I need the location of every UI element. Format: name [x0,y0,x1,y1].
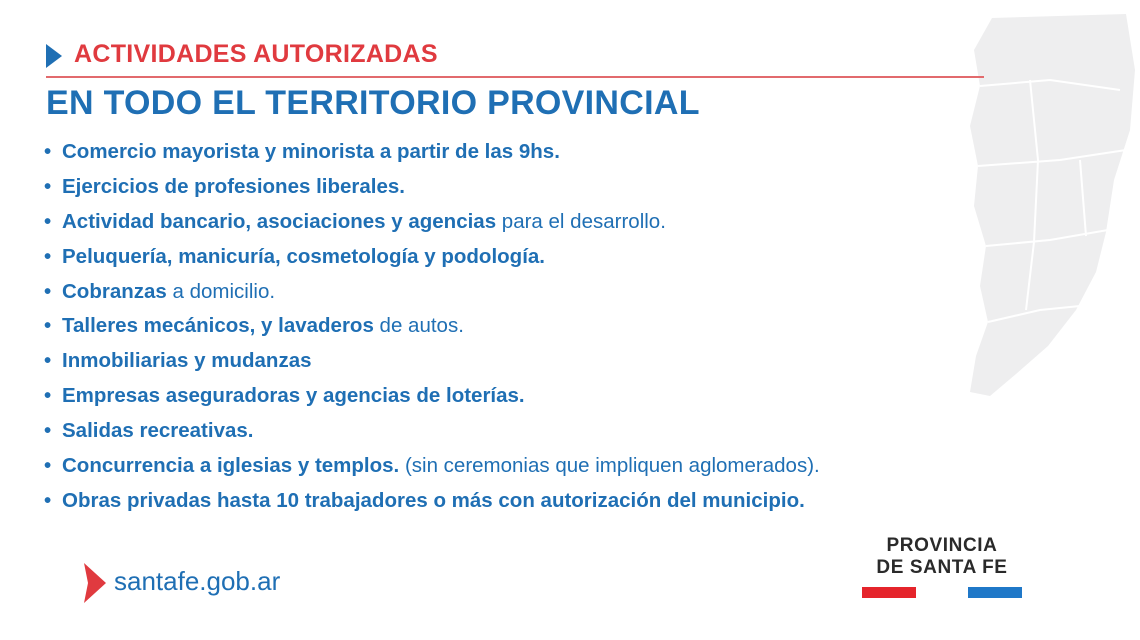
bullet: • [44,174,52,198]
bullet: • [44,140,52,163]
list-item [44,275,820,310]
item-strong: Concurrencia a iglesias y templos. [62,454,400,478]
bullet: • [44,209,52,233]
play-triangle-icon [46,44,62,68]
item-rest: de autos. [373,314,464,338]
item-strong: Cobranzas [62,279,167,303]
item-rest: para el desarrollo. [496,209,666,233]
bullet: • [44,349,52,373]
item-strong: Peluquería, manicuría, cosmetología y podología. [62,244,545,268]
bullet: • [44,314,52,338]
item-rest: (sin ceremonias que impliquen aglomerados). [399,454,820,478]
list-item [44,170,820,205]
list-item [44,449,820,484]
province-logo [860,535,1024,601]
flag-bars [860,587,1024,599]
item-strong: Talleres mecánicos, y lavaderos [62,314,374,338]
list-item [44,484,820,519]
flag-bar-blue [968,587,1022,598]
bullet: • [44,279,52,303]
item-strong: Salidas recreativas. [62,419,254,443]
bullet: • [44,454,52,478]
website-url[interactable]: santafe.gob.ar [114,566,281,596]
list-item [44,205,820,240]
item-strong: Inmobiliarias y mudanzas [62,349,312,373]
page-title: EN TODO EL TERRITORIO PROVINCIAL [46,84,700,122]
section-kicker: ACTIVIDADES AUTORIZADAS [74,40,438,68]
flag-bar-red [862,587,916,598]
bullet: • [44,384,52,408]
item-strong: Actividad bancario, asociaciones y agencias [62,209,497,233]
item-rest: a domicilio. [166,279,276,303]
list-item [44,379,820,414]
bullet: • [44,244,52,268]
logo-line-1: PROVINCIA [886,535,998,556]
bullet: • [44,419,52,443]
list-item [44,414,820,449]
divider-line [46,76,984,78]
logo-line-2: DE SANTA FE [876,557,1008,578]
item-strong: Obras privadas hasta 10 trabajadores o más con autorización del municipio. [62,488,805,512]
list-item [44,135,820,170]
play-triangle-icon [84,563,106,603]
list-item [44,240,820,275]
item-strong: Comercio mayorista y minorista a partir de las 9hs. [62,140,560,163]
province-map-icon [930,10,1140,400]
item-strong: Ejercicios de profesiones liberales. [62,174,405,198]
bullet: • [44,488,52,512]
item-strong: Empresas aseguradoras y agencias de loterías. [62,384,525,408]
activity-list [44,135,820,519]
list-item [44,309,820,344]
list-item [44,344,820,379]
